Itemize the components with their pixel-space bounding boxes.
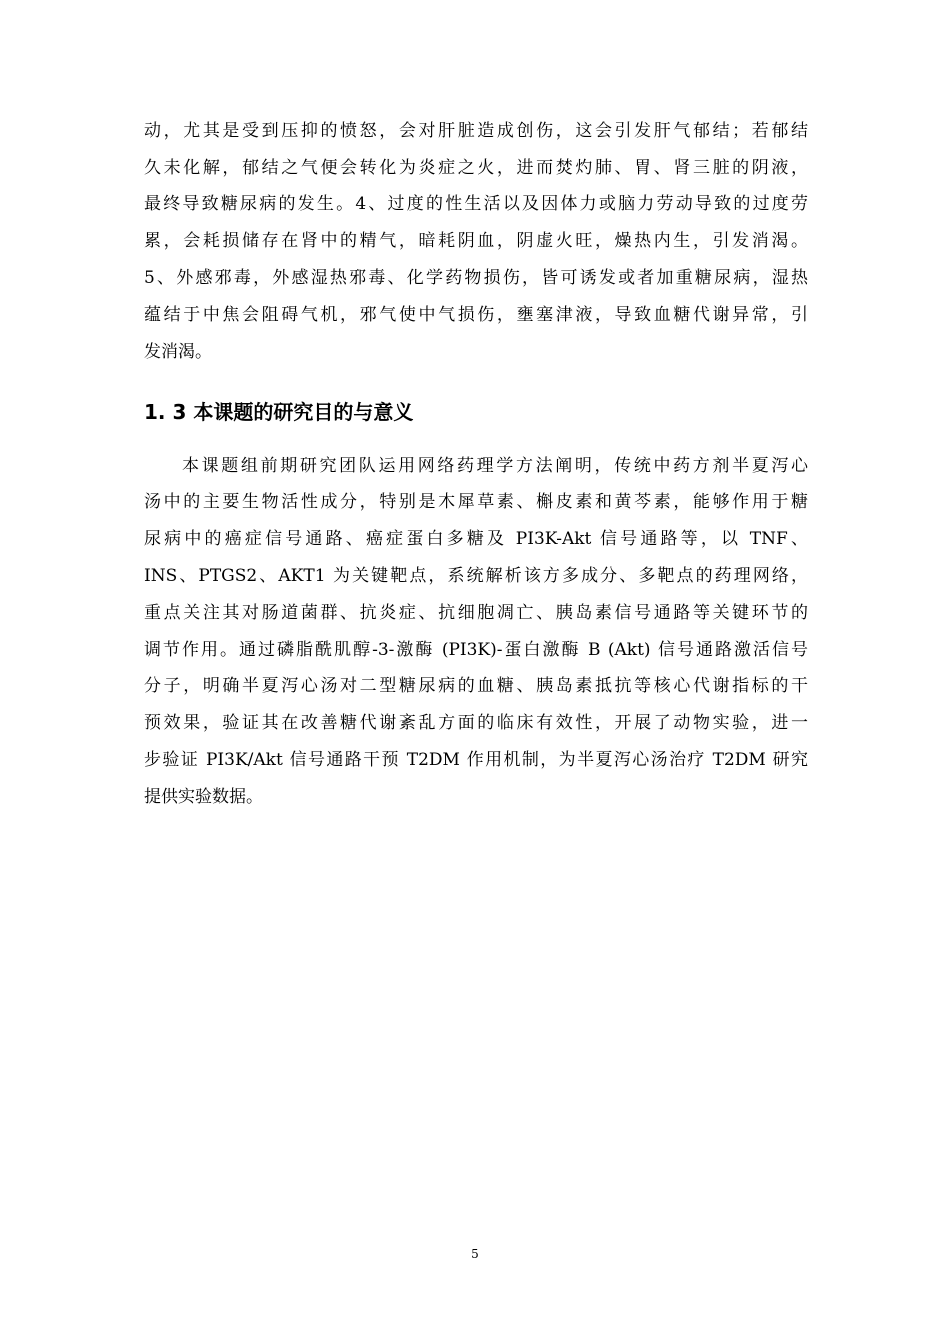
section-heading: 1. 3 本课题的研究目的与意义	[144, 400, 414, 424]
page-number: 5	[471, 1247, 479, 1261]
paragraph-line: 分子，明确半夏泻心汤对二型糖尿病的血糖、胰岛素抵抗等核心代谢指标的干	[144, 676, 808, 696]
paragraph-line: 尿病中的癌症信号通路、癌症蛋白多糖及 PI3K-Akt 信号通路等，以 TNF、	[144, 529, 808, 549]
paragraph-line: 调节作用。通过磷脂酰肌醇-3-激酶 (PI3K)-蛋白激酶 B (Akt) 信号通路激活信号	[144, 640, 808, 660]
paragraph-line: 久未化解，郁结之气便会转化为炎症之火，进而焚灼肺、胃、肾三脏的阴液，	[144, 158, 808, 178]
paragraph-line: 预效果，验证其在改善糖代谢紊乱方面的临床有效性，开展了动物实验，进一	[144, 713, 808, 733]
paragraph-line: 动，尤其是受到压抑的愤怒，会对肝脏造成创伤，这会引发肝气郁结；若郁结	[144, 121, 808, 141]
paragraph-line: 蕴结于中焦会阻碍气机，邪气使中气损伤，壅塞津液，导致血糖代谢异常，引	[144, 305, 808, 325]
paragraph-line: 步验证 PI3K/Akt 信号通路干预 T2DM 作用机制，为半夏泻心汤治疗 T2DM 研究	[144, 750, 808, 770]
paragraph-line: 重点关注其对肠道菌群、抗炎症、抗细胞凋亡、胰岛素信号通路等关键环节的	[144, 603, 808, 623]
paragraph-line: INS、PTGS2、AKT1 为关键靶点，系统解析该方多成分、多靶点的药理网络，	[144, 566, 808, 586]
paragraph-line: 最终导致糖尿病的发生。4、过度的性生活以及因体力或脑力劳动导致的过度劳	[144, 194, 808, 214]
paragraph-line: 5、外感邪毒，外感湿热邪毒、化学药物损伤，皆可诱发或者加重糖尿病，湿热	[144, 268, 808, 288]
paragraph-line: 本课题组前期研究团队运用网络药理学方法阐明，传统中药方剂半夏泻心	[182, 456, 808, 476]
paragraph-line: 累，会耗损储存在肾中的精气，暗耗阴血，阴虚火旺，燥热内生，引发消渴。	[144, 231, 808, 251]
paragraph-line: 发消渴。	[144, 342, 212, 362]
paragraph-line: 汤中的主要生物活性成分，特别是木犀草素、槲皮素和黄芩素，能够作用于糖	[144, 492, 808, 512]
paragraph-line: 提供实验数据。	[144, 787, 263, 807]
